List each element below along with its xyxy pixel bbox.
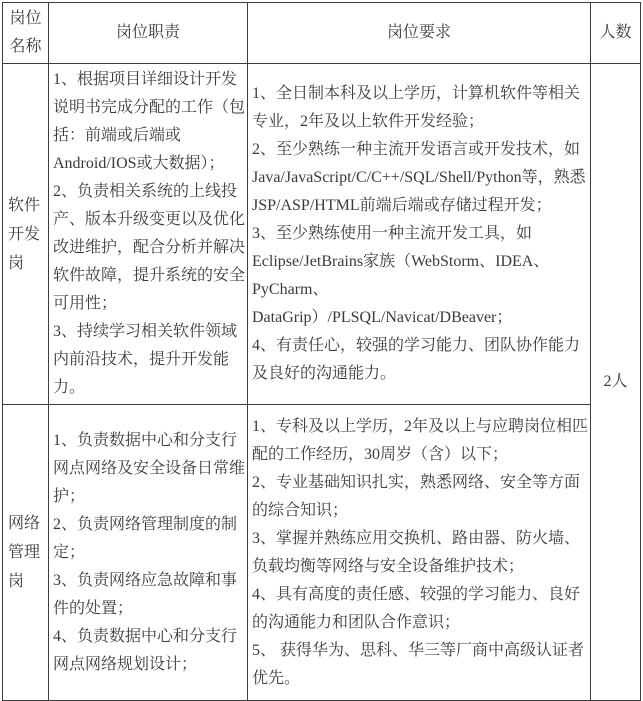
position-cell: 软件开发岗	[3, 64, 49, 405]
duty-item: 3、持续学习相关软件领域内前沿技术，提升开发能力。	[53, 323, 238, 396]
requirement-item: 2、至少熟练一种主流开发语言或开发技术，如Java/JavaScript/C/C++/SQL/Shell/Python等，熟悉JSP/ASP/HTML前端后端或存储过程开发；	[252, 141, 586, 214]
table-row-network-mgmt	[3, 405, 641, 701]
duty-item: 3、负责网络应急故障和事件的处置；	[53, 571, 238, 617]
table-header-row	[3, 3, 641, 64]
duties-cell	[49, 64, 248, 405]
duty-item: 2、负责网络管理制度的制定；	[53, 515, 238, 561]
requirement-item: 4、有责任心，较强的学习能力、团队协作能力及良好的沟通能力。	[252, 337, 581, 382]
requirement-item: 1、专科及以上学历，2年及以上与应聘岗位相匹配的工作经历，30周岁（含）以下；	[252, 417, 589, 463]
duties-cell	[49, 405, 248, 701]
duty-item: 4、负责数据中心和分支行网点网络规划设计；	[53, 627, 238, 673]
requirement-item: 2、专业基础知识扎实，熟悉网络、安全等方面的综合知识；	[252, 473, 581, 519]
requirements-cell	[248, 64, 591, 405]
headcount-cell: 2人	[591, 64, 641, 701]
header-headcount: 人数	[591, 3, 641, 64]
requirement-item: 5、 获得华为、思科、华三等厂商中高级认证者优先。	[252, 641, 585, 687]
duty-item: 1、根据项目详细设计开发说明书完成分配的工作（包括：前端或后端或Android/IOS或大数据）；	[53, 71, 246, 172]
table-row-software-dev	[3, 64, 641, 405]
requirements-cell	[248, 405, 591, 701]
header-requirements: 岗位要求	[248, 3, 591, 64]
header-position-name: 岗位名称	[3, 3, 49, 64]
requirement-item: 3、掌握并熟练应用交换机、路由器、防火墙、负载均衡等网络与安全设备维护技术；	[252, 529, 581, 575]
position-cell: 网络管理岗	[3, 405, 49, 701]
duty-item: 1、负责数据中心和分支行网点网络及安全设备日常维护；	[53, 431, 246, 505]
header-duties: 岗位职责	[49, 3, 248, 64]
duty-item: 2、负责相关系统的上线投产、版本升级变更以及优化改进维护，配合分析并解决软件故障，提升系统的安全可用性；	[53, 183, 246, 312]
requirement-item: 4、具有高度的责任感、较强的学习能力、良好的沟通能力和团队合作意识；	[252, 585, 581, 631]
requirement-item: 1、全日制本科及以上学历，计算机软件等相关专业，2年及以上软件开发经验；	[252, 85, 581, 130]
job-positions-table	[2, 2, 641, 701]
requirement-item: 3、至少熟练使用一种主流开发工具，如Eclipse/JetBrains家族（WebStorm、IDEA、PyCharm、DataGrip）/PLSQL/Navicat/DBeaver；	[252, 225, 550, 326]
